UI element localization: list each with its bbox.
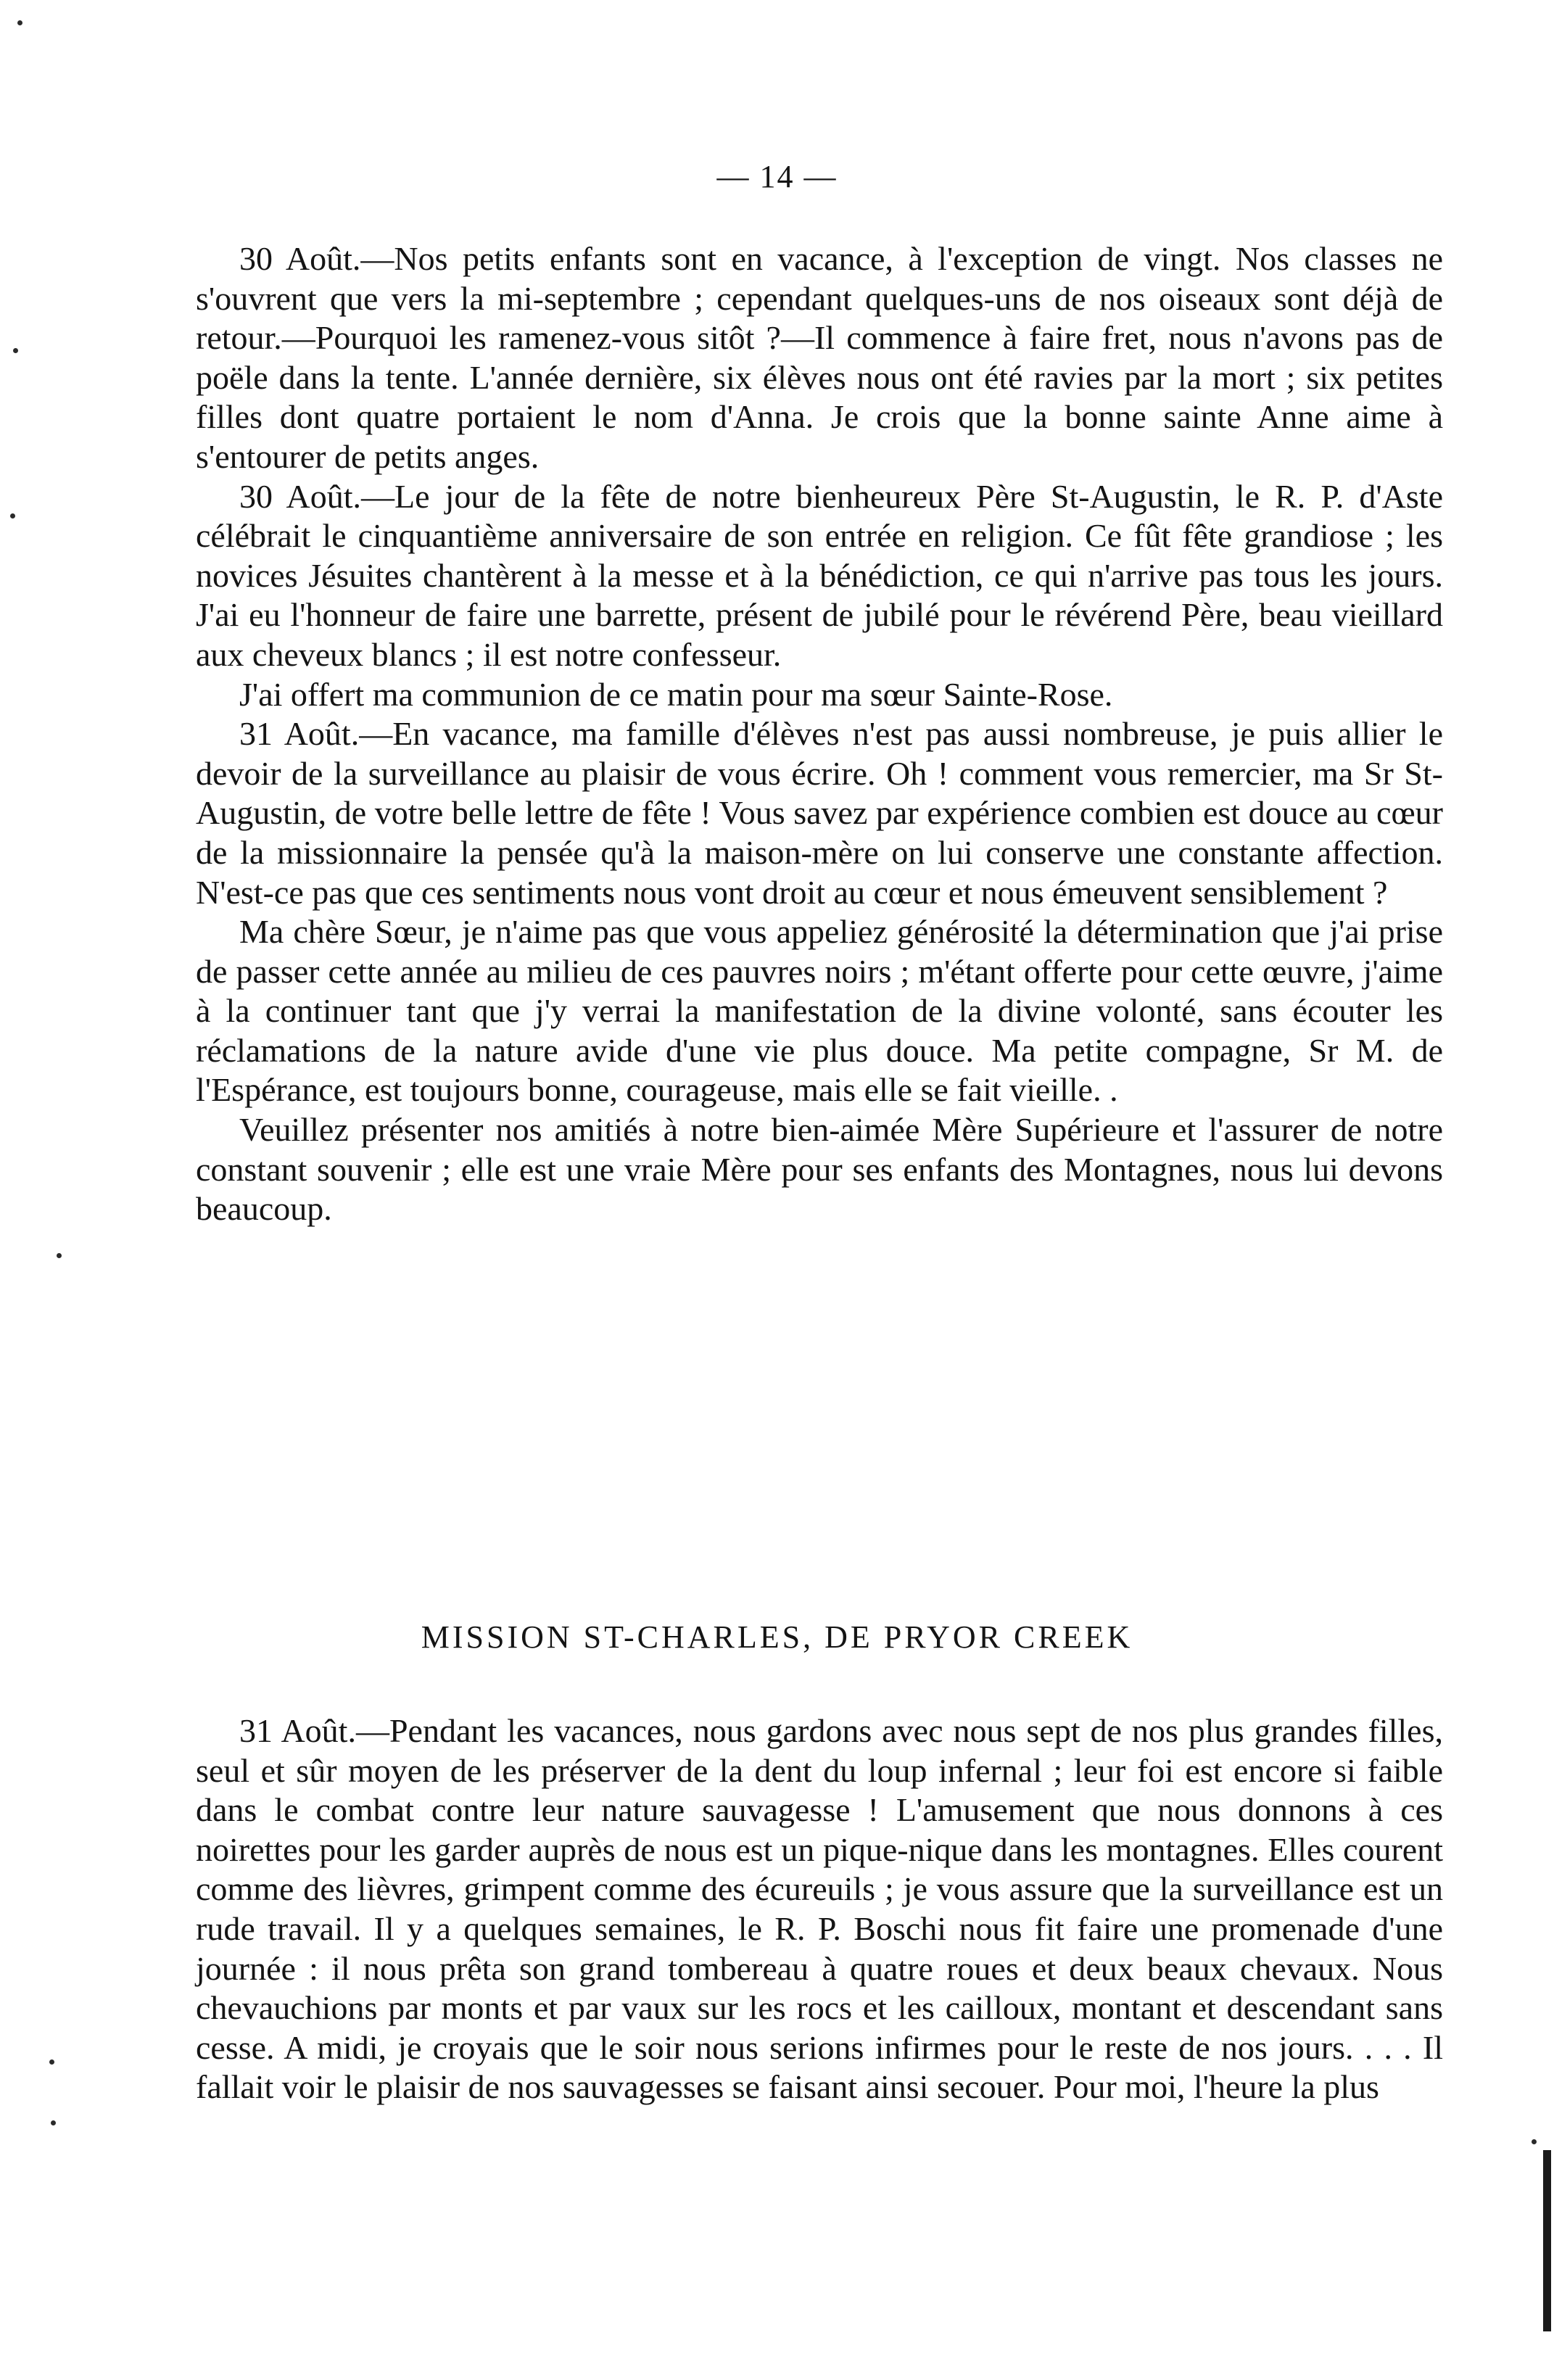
- paragraph-30-aout-fete: 30 Août.—Le jour de la fête de notre bienheureux Père St-Augustin, le R. P. d'Aste célébrait le cinquantième anniversaire de son entrée en religion. Ce fût fête grandiose ; les novices Jésuites chantèrent à la messe et à la bénédiction, ce qui n'arrive pas tous les jours. J'ai eu l'honneur de faire une barrette, présent de jubilé pour le révérend Père, beau vieillard aux cheveux blancs ; il est notre confesseur.: [196, 477, 1443, 673]
- top-text-block: [196, 239, 1443, 1229]
- section-heading: MISSION ST-CHARLES, DE PRYOR CREEK: [421, 1619, 1133, 1655]
- margin-dot: [13, 348, 18, 353]
- paragraph-veuillez-presenter: Veuillez présenter nos amitiés à notre bien-aimée Mère Supérieure et l'assurer de notre constant souvenir ; elle est une vraie Mère pour ses enfants des Montagnes, nous lui devons beaucoup.: [196, 1111, 1443, 1228]
- margin-dot: [51, 2120, 56, 2125]
- paragraph-ma-chere-soeur: Ma chère Sœur, je n'aime pas que vous appeliez générosité la détermination que j'ai prise de passer cette année au milieu de ces pauvres noirs ; m'étant offerte pour cette œuvre, j'aime à la continuer tant que j'y verrai la manifestation de la divine volonté, sans écouter les réclamations de la nature avide d'une vie plus douce. Ma petite compagne, Sr M. de l'Espérance, est toujours bonne, courageuse, mais elle se fait vieille. .: [196, 913, 1443, 1109]
- paragraph-31-aout-vacances: 31 Août.—Pendant les vacances, nous gardons avec nous sept de nos plus grandes filles, seul et sûr moyen de les préserver de la dent du loup infernal ; leur foi est encore si faible dans le combat contre leur nature sauvagesse ! L'amusement que nous donnons à ces noirettes pour les garder auprès de nous est un pique-nique dans les montagnes. Elles courent comme des lièvres, grimpent comme des écureuils ; je vous assure que la surveillance est un rude travail. Il y a quelques semaines, le R. P. Boschi nous fit faire une promenade d'une journée : il nous prêta son grand tombereau à quatre roues et deux beaux chevaux. Nous chevauchions par monts et par vaux sur les rocs et les cailloux, montant et descendant sans cesse. A midi, je croyais que le soir nous serions infirmes pour le reste de nos jours. . . . Il fallait voir le plaisir de nos sauvagesses se faisant ainsi secouer. Pour moi, l'heure la plus: [196, 1712, 1443, 2106]
- margin-dot: [57, 1253, 62, 1258]
- paragraph-30-aout-vacance: 30 Août.—Nos petits enfants sont en vacance, à l'exception de vingt. Nos classes ne s'ouvrent que vers la mi-septembre ; cependant quelques-uns de nos oiseaux sont déjà de retour.—Pourquoi les ramenez-vous sitôt ?—Il commence à faire fret, nous n'avons pas de poële dans la tente. L'année dernière, six élèves nous ont été ravies par la mort ; six petites filles dont quatre portaient le nom d'Anna. Je crois que la bonne sainte Anne aime à s'entourer de petits anges.: [196, 240, 1443, 475]
- margin-dot: [1532, 2139, 1537, 2144]
- bottom-text-block: [196, 1711, 1443, 2107]
- paragraph-communion: J'ai offert ma communion de ce matin pour ma sœur Sainte-Rose.: [239, 675, 1113, 713]
- paragraph-31-aout-lettre: 31 Août.—En vacance, ma famille d'élèves n'est pas aussi nombreuse, je puis allier le devoir de la surveillance au plaisir de vous écrire. Oh ! comment vous remercier, ma Sr St-Augustin, de votre belle lettre de fête ! Vous savez par expérience combien est douce au cœur de la missionnaire la pensée qu'à la maison-mère on lui conserve une constante affection. N'est-ce pas que ces sentiments nous vont droit au cœur et nous émeuvent sensiblement ?: [196, 715, 1443, 911]
- margin-dot: [49, 2059, 54, 2065]
- page-number: — 14 —: [716, 159, 838, 194]
- page-edge-mark: [1543, 2150, 1551, 2331]
- margin-dot: [17, 20, 22, 25]
- margin-dot: [10, 513, 15, 518]
